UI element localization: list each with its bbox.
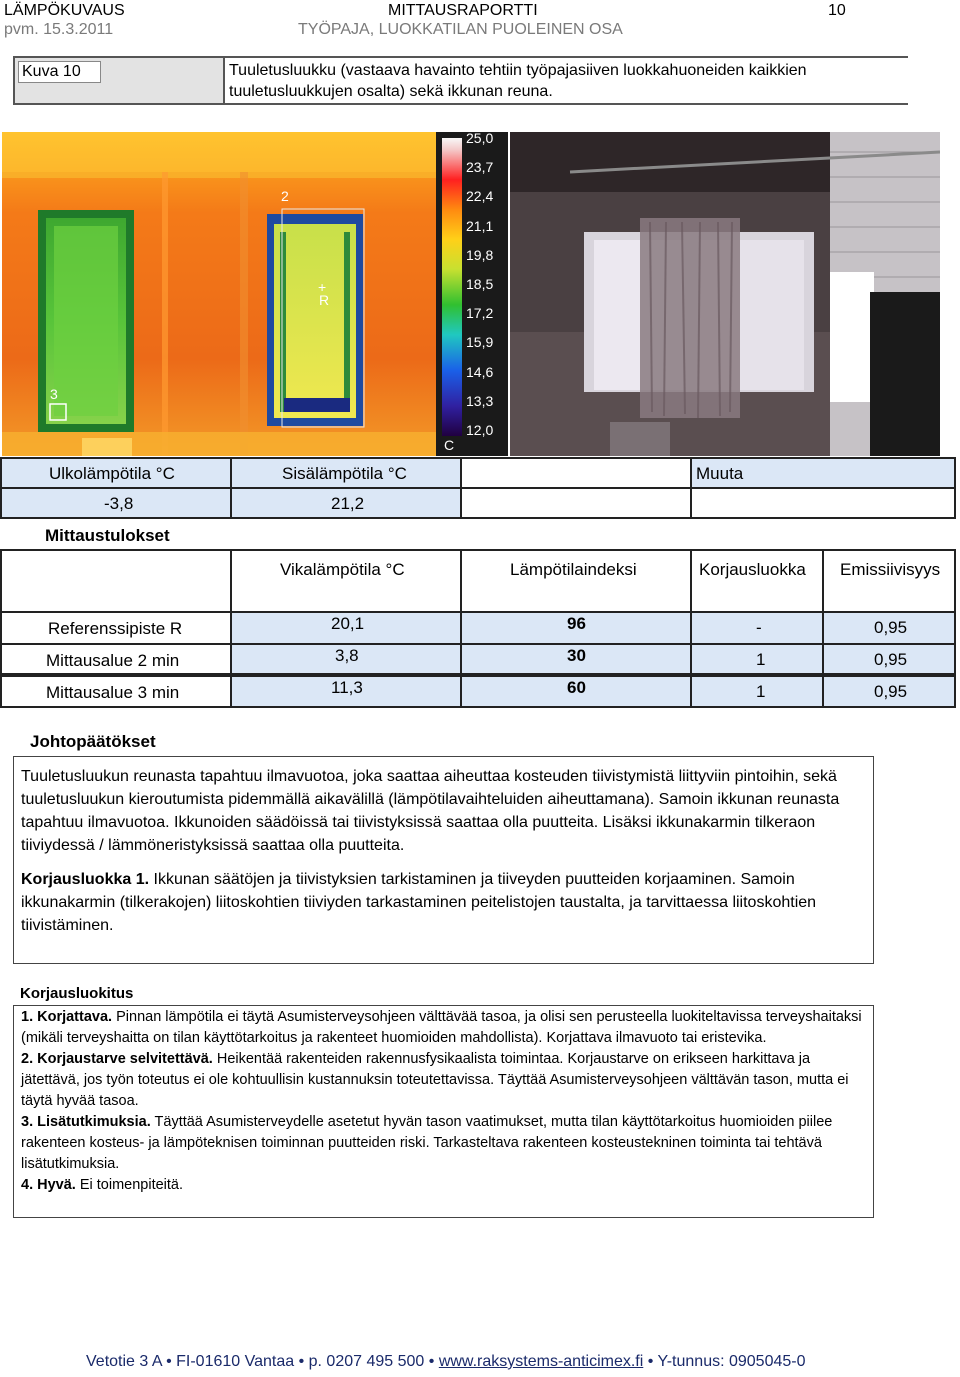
header-emissivity: Emissiivisyys — [822, 549, 956, 613]
svg-text:+: + — [318, 279, 327, 295]
footer-website-link[interactable]: www.raksystems-anticimex.fi — [438, 1353, 644, 1370]
figure-caption-box — [13, 56, 908, 105]
header-defect-temp: Vikalämpötila °C — [230, 549, 462, 613]
conclusions-title: Johtopäätökset — [30, 732, 156, 751]
header-repair-class: Korjausluokka — [690, 549, 824, 613]
figure-label: Kuva 10 — [18, 61, 101, 83]
footer-phone: p. 0207 495 500 — [308, 1353, 425, 1370]
indoor-value: 21,2 — [331, 494, 365, 513]
other-label: Muuta — [696, 464, 744, 483]
classification-item-4: 4. Hyvä. Ei toimenpiteitä. — [21, 1177, 184, 1193]
scale-unit: C — [444, 437, 455, 453]
page-number: 10 — [828, 2, 846, 19]
classification-title: Korjausluokitus — [20, 985, 134, 1002]
indoor-label-cell — [230, 457, 462, 489]
marker-r: R — [319, 292, 330, 308]
header-location: TYÖPAJA, LUOKKATILAN PUOLEINEN OSA — [298, 21, 623, 38]
classification-item-2: 2. Korjaustarve selvitettävä. Heikentää rakenteiden rakennusfysikaalista toimintaa. Korjaustarve on erikseen harkittava ja jätettävä, jos työn toteutus ei ole kohtuullisin kustannuksin toteutettavissa. Täyttää Asumisterveysohjeen välttävän tason, mutta ei täytä hyvää tasoa. — [21, 1051, 849, 1109]
footer-city: FI-01610 Vantaa — [176, 1353, 295, 1370]
outdoor-label-cell — [0, 457, 232, 489]
figure-caption: Tuuletusluukku (vastaava havainto tehtiin työpajasiiven luokkahuoneiden kaikkien tuuletusluukkujen osalta) sekä ikkunan reuna. — [229, 62, 807, 100]
indoor-label: Sisälämpötila °C — [282, 464, 407, 483]
header-temp-index: Lämpötilaindeksi — [460, 549, 692, 613]
classification-box — [13, 1005, 874, 1218]
conclusions-box — [13, 756, 874, 964]
header-title-left: LÄMPÖKUVAUS — [4, 2, 125, 19]
footer: Vetotie 3 A • FI-01610 Vantaa • p. 0207 495 500 • www.raksystems-anticimex.fi • Y-tunnus: 0905045-0 — [86, 1353, 806, 1370]
thermal-image — [2, 132, 436, 456]
marker-3: 3 — [50, 386, 58, 402]
marker-2: 2 — [281, 188, 289, 204]
classification-item-3: 3. Lisätutkimuksia. Täyttää Asumisterveydelle asetetut hyvän tason vaatimukset, mutta tilan käyttötarkoitus huomioiden piilee rakenteen kosteus- ja lämpöteknisen toiminnan puutteiden riski. Tarkasteltava rakenteen kosteustekninen toiminta tai tehtävä lisätutkimuksia. — [21, 1114, 833, 1172]
outdoor-label: Ulkolämpötila °C — [49, 464, 175, 483]
footer-address: Vetotie 3 A — [86, 1353, 162, 1370]
other-label-cell — [690, 457, 956, 489]
header-report-title: MITTAUSRAPORTTI — [388, 2, 538, 19]
conclusions-text: Tuuletusluukun reunasta tapahtuu ilmavuotoa, joka saattaa aiheuttaa kosteuden tiivistymistä liittyviin pintoihin, sekä tuuletusluukun kieroutumista pidemmällä aikavälillä (lämpötilavaihteluiden aiheuttamana). Samoin ikkunan reunasta tapahtuu ilmavuotoa. Ikkunoiden säädöissä tai tiivistyksissä saattaa olla puutteita. Lisäksi ikkunakarmin tilkeraon tiiviydessä / lämmöneristyksissä saattaa olla puutteita. — [21, 768, 840, 854]
visual-photo — [510, 132, 940, 456]
outdoor-value: -3,8 — [104, 494, 134, 513]
thermal-scale: 25,0 23,7 22,4 21,1 19,8 18,5 17,2 15,9 14,6 13,3 12,0 C — [436, 132, 508, 456]
footer-business-id: Y-tunnus: 0905045-0 — [657, 1353, 806, 1370]
scale-bar — [442, 138, 462, 436]
header-date: pvm. 15.3.2011 — [4, 21, 114, 38]
results-title: Mittaustulokset — [45, 526, 170, 545]
classification-item-1: 1. Korjattava. Pinnan lämpötila ei täytä Asumisterveysohjeen välttävää tasoa, ja olisi sen perusteella luokiteltavissa terveyshaitaksi (mikäli terveyshaitta on tilan käyttötarkoitus ja rakenteet huomioiden mahdollista). Korjattava ilmavuoto tai eristevika. — [21, 1009, 862, 1046]
conclusions-repair: Korjausluokka 1. Ikkunan säätöjen ja tiivistyksien tarkistaminen ja tiiveyden puutteiden korjaaminen. Samoin ikkunakarmin (tilkerakojen) liitoskohtien tiiviyden tarkastaminen peitelistojen taustalta, ja tarvittaessa liitoskohtien tiivistäminen. — [21, 871, 817, 934]
